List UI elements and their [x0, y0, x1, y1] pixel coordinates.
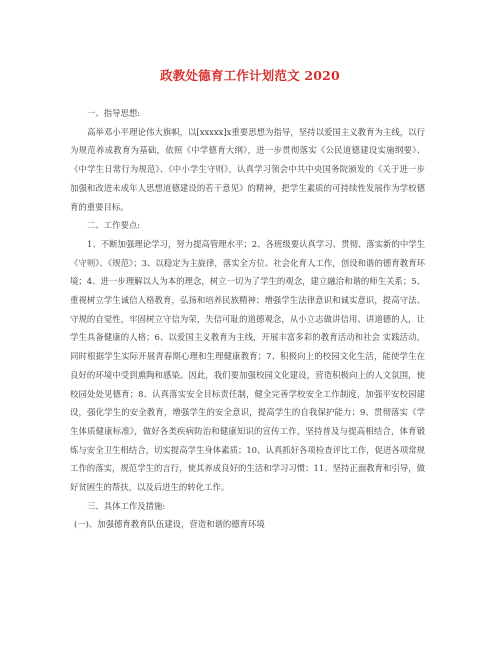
section-heading-specific-measures: 三、具体工作及措施:	[87, 500, 166, 511]
paragraph-work-points: 1、不断加强理论学习，努力提高管理水平；2、各班级要认真学习、贯彻、落实新的中学生《守则》、《规范》；3、以稳定为主旋律，落实全方位、社会化育人工作，创设和谐的德育教育环境；4、进一步理解以人为本的理念，树立一切为了学生的观念，建立融洽和谐的师生关系；5、重视树立学生诚信人格教育，弘扬和培养民族精神；增强学生法律意识和诚实意识，提高守法、守规的自觉性，牢固树立守信为荣，失信可耻的道德观念，从小立志做讲信用、讲道德的人，让学生具备健康的人格；6、以爱国主义教育为主线，开展丰富多彩的教育活动和社会 实践活动，同时根据学生实际开展青春期心理和生理健康教育；7、积极向上的校园文化生活，能使学生在良好的环境中受到熏陶和感染。因此，我们要加强校园文化建设，营造积极向上的人文氛围，使校园处处见德育；8、认真落实安全目标责任制，健全完善学校安全工作制度，加强平安校园建设，强化学生的安全教育，增强学生的安全意识，提高学生的自我保护能力；9、贯彻落实《学生体质健康标准》，做好各类疾病防治和健康知识的宣传工作，坚持普及与提高相结合，体育锻炼与安全卫生相结合，切实提高学生身体素质；10、认真抓好各项检查评比工作，促进各项常规工作的落实，规范学生的言行，使其养成良好的生活和学习习惯；11、坚持正面教育和引导，做好贫困生的帮扶，以及后进生的转化工作。	[70, 238, 425, 493]
section-heading-guiding-thought: 一、指导思想:	[87, 108, 141, 118]
section-heading-work-points: 二、工作要点:	[87, 220, 141, 231]
document-title: 政教处德育工作计划范文 2020	[160, 68, 340, 83]
paragraph-guiding-thought: 高举邓小平理论伟大旗帜，以[xxxxx]x重要思想为指导，坚持以爱国主义教育为主线，以行为规范养成教育为基础，依照《中学德育大纲》，进一步贯彻落实《公民道德建设实施纲要》、《中学生日常行为规范》、《中小学生守则》，认真学习领会中共中央国务院颁发的《关于进一步加强和改进未成年人思想道德建设的若干意见》的精神，把学生素质的可持续性发展作为学校德育的重要目标。	[70, 126, 425, 212]
document-body	[70, 104, 425, 534]
subsection-heading-team-building: (一)、加强德育教育队伍建设，营造和谐的德育环境	[74, 519, 265, 530]
